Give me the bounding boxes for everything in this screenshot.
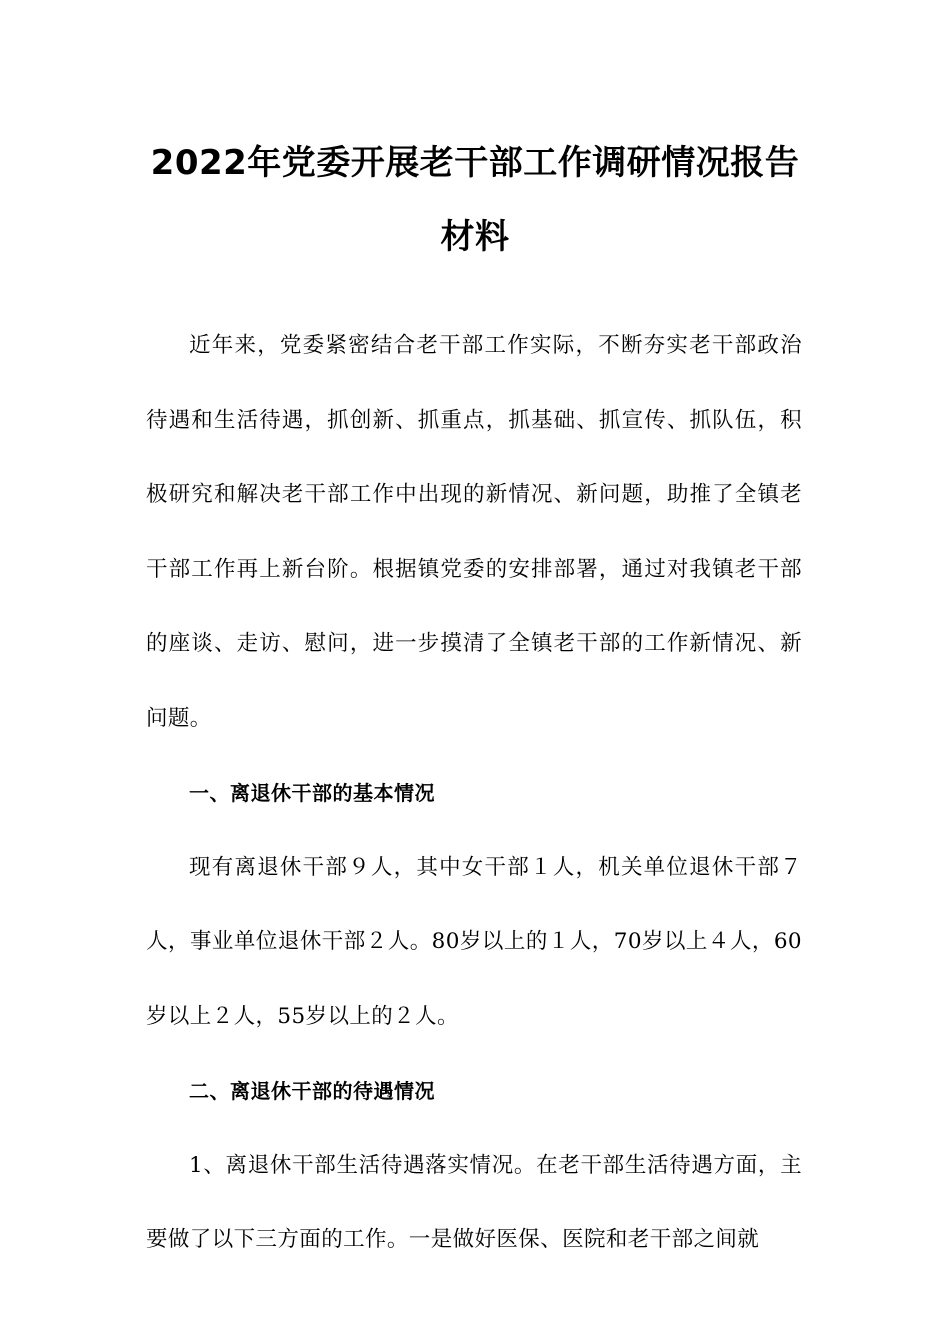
document-body [146, 309, 802, 1278]
section-heading-treatment-situation: 二、离退休干部的待遇情况 [189, 1079, 435, 1103]
treatment-situation-paragraph: 1、离退休干部生活待遇落实情况。在老干部生活待遇方面，主要做了以下三方面的工作。一是做好医保、医院和老干部之间就 [146, 1152, 802, 1252]
section-heading-basic-situation: 一、离退休干部的基本情况 [189, 781, 435, 805]
title-line-1: 2022年党委开展老干部工作调研情况报告 [150, 143, 800, 183]
document-title [100, 126, 850, 274]
intro-paragraph: 近年来，党委紧密结合老干部工作实际，不断夯实老干部政治待遇和生活待遇，抓创新、抓重点，抓基础、抓宣传、抓队伍，积极研究和解决老干部工作中出现的新情况、新问题，助推了全镇老干部工作再上新台阶。根据镇党委的安排部署，通过对我镇老干部的座谈、走访、慰问，进一步摸清了全镇老干部的工作新情况、新问题。 [146, 333, 802, 731]
title-line-2: 材料 [440, 217, 510, 257]
basic-situation-paragraph: 现有离退休干部９人，其中女干部１人，机关单位退休干部７人，事业单位退休干部２人。80岁以上的１人，70岁以上４人，60岁以上２人，55岁以上的２人。 [146, 854, 802, 1029]
